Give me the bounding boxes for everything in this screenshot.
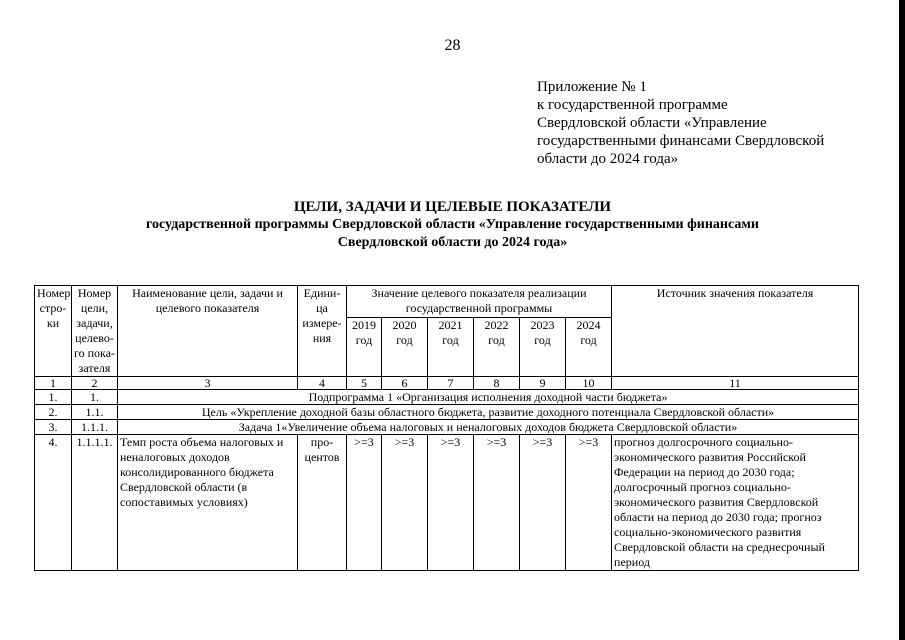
row-number: 1.	[35, 390, 72, 405]
appendix-line: Свердловской области «Управление	[537, 115, 767, 131]
column-number: 3	[118, 377, 298, 390]
column-number: 5	[347, 377, 382, 390]
indicator-value: >=3	[474, 435, 520, 571]
goal-title: Цель «Укрепление доходной базы областного бюджета, развитие доходного потенциала Свердловской области»	[118, 405, 859, 420]
column-number: 1	[35, 377, 72, 390]
document-title: ЦЕЛИ, ЗАДАЧИ И ЦЕЛЕВЫЕ ПОКАЗАТЕЛИ	[293, 199, 612, 215]
indicator-value: >=3	[382, 435, 428, 571]
row-number: 4.	[35, 435, 72, 571]
row-code: 1.	[72, 390, 118, 405]
document-subtitle-line2: Свердловской области до 2024 года»	[337, 235, 568, 250]
appendix-note	[537, 78, 824, 168]
appendix-line: государственными финансами Свердловской	[537, 133, 825, 149]
row-code: 1.1.1.1.	[72, 435, 118, 571]
header-row	[35, 286, 859, 318]
row-number: 2.	[35, 405, 72, 420]
column-number: 9	[520, 377, 566, 390]
document-subtitle-line1: государственной программы Свердловской области «Управление государственными финансами	[146, 217, 759, 232]
header-name: Наименование цели, задачи и целевого показателя	[118, 286, 298, 377]
header-goal-number: Номер цели, задачи, целево- го пока- зателя	[72, 286, 118, 377]
indicator-value: >=3	[428, 435, 474, 571]
column-number: 11	[612, 377, 859, 390]
scan-edge	[899, 0, 905, 640]
task-title: Задача 1«Увеличение объема налоговых и неналоговых доходов бюджета Свердловской области»	[118, 420, 859, 435]
subprogram-row	[35, 390, 859, 405]
subprogram-title: Подпрограмма 1 «Организация исполнения доходной части бюджета»	[118, 390, 859, 405]
header-year: 2023 год	[520, 318, 566, 377]
column-number: 6	[382, 377, 428, 390]
header-unit: Едини- ца измере- ния	[298, 286, 347, 377]
column-number: 2	[72, 377, 118, 390]
header-year: 2024 год	[566, 318, 612, 377]
column-number: 8	[474, 377, 520, 390]
header-year: 2022 год	[474, 318, 520, 377]
header-row-number: Номер стро- ки	[35, 286, 72, 377]
header-values-group: Значение целевого показателя реализации государственной программы	[347, 286, 612, 318]
column-number: 7	[428, 377, 474, 390]
row-code: 1.1.	[72, 405, 118, 420]
goals-table	[34, 285, 859, 571]
row-number: 3.	[35, 420, 72, 435]
goal-row	[35, 405, 859, 420]
appendix-line: к государственной программе	[537, 97, 728, 113]
header-year: 2019 год	[347, 318, 382, 377]
indicator-row	[35, 435, 859, 571]
indicator-value: >=3	[347, 435, 382, 571]
document-heading	[0, 198, 905, 252]
indicator-unit: про- центов	[298, 435, 347, 571]
header-source: Источник значения показателя	[612, 286, 859, 377]
indicator-value: >=3	[520, 435, 566, 571]
column-numbers-row	[35, 377, 859, 390]
indicator-value: >=3	[566, 435, 612, 571]
indicator-source: прогноз долгосрочного социально-экономического развития Российской Федерации на период до 2030 года; долгосрочный прогноз социально-экономического развития Свердловской области на период до 2030 года; прогноз социально-экономического развития Свердловской области на среднесрочный период	[612, 435, 859, 571]
column-number: 10	[566, 377, 612, 390]
appendix-line: области до 2024 года»	[537, 151, 679, 167]
task-row	[35, 420, 859, 435]
header-year: 2020 год	[382, 318, 428, 377]
row-code: 1.1.1.	[72, 420, 118, 435]
page-number: 28	[444, 37, 461, 54]
indicator-name: Темп роста объема налоговых и неналоговых доходов консолидированного бюджета Свердловской области (в сопоставимых условиях)	[118, 435, 298, 571]
appendix-line: Приложение № 1	[537, 79, 647, 95]
column-number: 4	[298, 377, 347, 390]
header-year: 2021 год	[428, 318, 474, 377]
